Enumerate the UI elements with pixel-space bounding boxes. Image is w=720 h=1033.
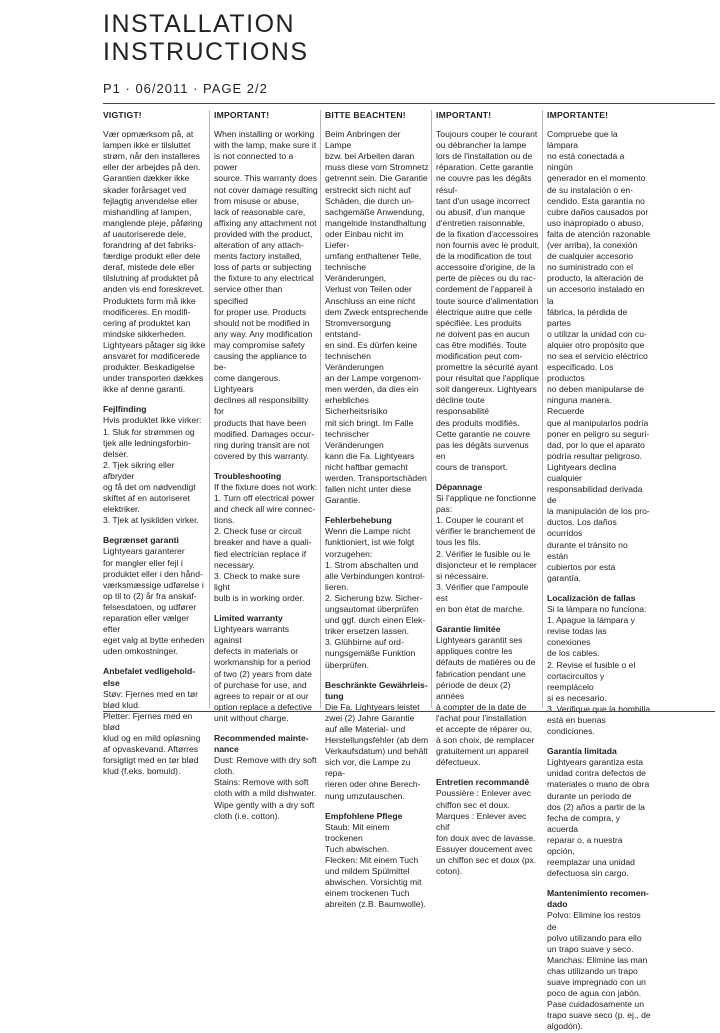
section-text: Hvis produktet ikke virker: 1. Sluk for strømmen og tjek alle ledningsforbin- delser. 2. Tjek sikring eller afbryder og få det om nødvendigt skiftet af en autoriseret elektriker. 3. Tjek at lyskilden virker. [103, 415, 202, 526]
column-intro: Toujours couper le courant ou débrancher la lampe lors de l'installation ou de réparation. Cette garantie ne couvre pas les dégâts résul- tant d'un usage incorrect ou abusif, d'un manque d'entretien raisonnable, de la fixation d'accessoires non fournis avec le produit, de la modification de tout accessoire d'origine, de la perte de pièces ou du rac- cordement de l'appareil à toute source d'alimentation électrique autre que celle spécifiée. Les produits ne doivent pas en aucun cas être modifiés. Toute modification peut com- promettre la sécurité ayant pour résultat que l'applique soit dangereux. Lightyears décline toute responsabilité des produits modifiés. Cette garantie ne couvre pas les dégâts survenus en cours de transport. [436, 129, 540, 472]
column-divider [431, 110, 432, 708]
column-heading: IMPORTANTE! [547, 110, 609, 120]
section-title: Recommended mainte- nance [214, 732, 309, 755]
column-intro: Compruebe que la lámpara no está conectada a ningún generador en el momento de su instalación o en- cendido. Esta garantía no cubre daños causados por uso inapropiado o abuso, falta de atención razonable (ver arriba), la conexión de cualquier accesorio no suministrado con el producto, la alteración de un accesorio instalado en la fábrica, la pérdida de partes o utilizar la unidad con cu- alquier otro propósito que no sea el servicio eléctrico especificado. Los productos no deben manipularse de ninguna manera. Recuerde que al manipularlos podría poner en peligro su seguri- dad, por lo que el aparato podría resultar peligroso. Lightyears declina cualquier responsabilidad derivada de la manipulación de los pro- ductos. Los daños ocurridos durante el tránsito no están cubiertos por esta garantía. [547, 129, 651, 583]
section-title: Entretien recommandé [436, 777, 530, 788]
section-text: Lightyears warrants against defects in materials or workmanship for a period of two (2) years from date of purchase for use, and agrees to repair or at our option replace a defective unit without charge. [214, 624, 312, 723]
section-title: Anbefalet vedligehold- else [103, 666, 196, 688]
column-german [325, 110, 429, 910]
section-title: Localización de fallas [547, 592, 636, 603]
column-intro: Vær opmærksom på, at lampen ikke er tilsluttet strøm, når den installeres eller der arbejdes på den. Garantien dækker ikke skader forårsaget ved fejlagtig anvendelse eller mishandling af lampen, manglende pleje, påføring af uautoriserede dele, forandring af det fabriks- færdige produkt eller dele deraf, mistede dele eller tilslutning af produktet på anden vis end foreskrevet. Produktets form må ikke modificeres. En modifi- cering af produktet kan mindske sikkerheden. Lightyears påtager sig ikke ansvaret for modificerede produkter. Beskadigelse under transporten dækkes ikke af denne garanti. [103, 129, 206, 395]
section-title: Mantenimiento recomen- dado [547, 888, 649, 910]
section-title: Troubleshooting [214, 470, 282, 481]
section-text: Dust: Remove with dry soft cloth. Stains: Remove with soft cloth with a mild dishwater. Wipe gently with a dry soft cloth (i.e. cotton). [214, 755, 317, 821]
top-divider [103, 103, 715, 104]
column-divider [209, 110, 210, 708]
section-title: Empfohlene Pflege [325, 810, 403, 821]
language-columns [103, 110, 715, 1032]
section-title: Garantie limitée [436, 624, 501, 635]
column-danish [103, 110, 207, 777]
section-title: Dépannage [436, 482, 483, 492]
title-line-1: INSTALLATION [103, 10, 296, 38]
column-heading: VIGTIGT! [103, 110, 142, 120]
column-intro: Beim Anbringen der Lampe bzw. bei Arbeiten daran muss diese vom Stromnetz getrennt sein. Die Garantie erstreckt sich nicht auf Schäden, die durch un- sachgemäße Anwendung, mangelnde Instandhaltung oder Einbau nicht im Liefer- umfang enthaltener Teile, technische Veränderungen, Verlust von Teilen oder Anschluss an eine nicht dem Zweck entsprechende Stromversorgung entstand- en sind. Es dürfen keine technischen Veränderungen an der Lampe vorgenom- men werden, da dies ein erhebliches Sicherheitsrisiko mit sich bringt. Im Falle technischer Veränderungen kann die Fa. Lightyears nicht haftbar gemacht werden. Transportschäden fallen nicht unter diese Garantie. [325, 129, 429, 506]
section-title: Beschränkte Gewährleis- tung [325, 679, 428, 701]
section-text: Si l'applique ne fonctionne pas: 1. Couper le courant et vérifier le branchement de tous les fils. 2. Vérifier le fusible ou le disjoncteur et le remplacer si nécessaire. 3. Vérifier que l'ampoule est en bon état de marche. [436, 493, 537, 615]
section-title: Fehlerbehebung [325, 515, 392, 526]
page-subtitle: P1 · 06/2011 · PAGE 2/2 [103, 81, 268, 96]
document-title [103, 10, 309, 66]
section-text: Støv: Fjernes med en tør blød klud. Pletter: Fjernes med en blød klud og en mild opløsning af opvaskevand. Aftørres forsigtigt med en tør blød klud (f.eks. bomuld). [103, 688, 201, 777]
column-spanish [547, 110, 651, 1032]
section-title: Begrænset garanti [103, 535, 179, 546]
column-heading: BITTE BEACHTEN! [325, 110, 406, 120]
section-title: Limited warranty [214, 613, 283, 624]
column-intro: When installing or working with the lamp, make sure it is not connected to a power source. This warranty does not cover damage resulting from misuse or abuse, lack of reasonable care, affixing any attachment not provided with the product, alteration of any attach- ments factory installed, loss of parts or subjecting the fixture to any electrical service other than specified for proper use. Products should not be modified in any way. Any modification may compromise safety causing the appliance to be- come dangerous. Lightyears declines all responsibility for products that have been modified. Damages occur- ring during transit are not covered by this warranty. [214, 129, 318, 461]
column-english [214, 110, 318, 821]
section-text: Wenn die Lampe nicht funktioniert, ist wie folgt vorzugehen: 1. Strom abschalten und alle Verbindungen kontrol- lieren. 2. Sicherung bzw. Sicher- ungsautomat überprüfen und ggf. durch einen Elek- triker ersetzen lassen. 3. Glühbirne auf ord- nungsgemäße Funktion überprüfen. [325, 526, 426, 670]
section-title: Fejlfinding [103, 404, 147, 415]
column-heading: IMPORTANT! [214, 110, 270, 120]
section-text: Staub: Mit einem trockenen Tuch abwischen. Flecken: Mit einem Tuch und mildem Spülmittel abwischen. Vorsichtig mit einem trockenen Tuch abreiten (z.B. Baumwolle). [325, 821, 426, 910]
section-text: Die Fa. Lightyears leistet zwei (2) Jahre Garantie auf alle Material- und Herstellungsfehler (ab dem Verkaufsdatum) und behält sich vor, die Lampe zu repa- rieren oder ohne Berech- nung umzutauschen. [325, 701, 429, 801]
section-text: Polvo: Elimine los restos de polvo utilizando para ello un trapo suave y seco. Manchas: Elimine las man chas utilizando un trapo suave impregnado con un poco de agua con jabón. Pase cuidadosamente un trapo suave seco (p. ej., de algodón). [547, 910, 651, 1032]
section-text: Poussière : Enlever avec chiffon sec et doux. Marques : Enlever avec chif fon doux avec de lavasse. Essuyer doucement avec un chiffon sec et doux (px. coton). [436, 788, 537, 877]
section-text: Lightyears garantiza esta unidad contra defectos de materiales o mano de obra durante un período de dos (2) años a partir de la fecha de compra, y acuerda reparar o, a nuestra opción, reemplazar una unidad defectuosa sin cargo. [547, 757, 650, 879]
section-text: Lightyears garanterer for mangler eller fejl i produktet eller i den hånd- værksmæssige udførelse i op til to (2) år fra anskaf- felsesdatoen, og udfører reparation eller vælger efter eget valg at bytte enheden uden omkostninger. [103, 546, 205, 657]
column-divider [542, 110, 543, 708]
column-french [436, 110, 540, 877]
section-title: Garantía limitada [547, 746, 617, 757]
title-line-2: INSTRUCTIONS [103, 38, 309, 66]
column-heading: IMPORTANT! [436, 110, 492, 120]
column-divider [320, 110, 321, 708]
section-text: Lightyears garantit ses appliques contre les défauts de matières ou de fabrication pendant une période de deux (2) années à compter de la date de l'achat pour l'installation et accepte de réparer ou, à son choix, de remplacer gratuitement un appareil défectueux. [436, 635, 536, 768]
bottom-divider [103, 711, 715, 712]
section-text: If the fixture does not work: 1. Turn off electrical power and check all wire connec- tions. 2. Check fuse or circuit breaker and have a quali- fied electrician replace if necessary. 3. Check to make sure light bulb is in working order. [214, 482, 318, 603]
section-text: Si la lámpara no funciona: 1. Apague la lámpara y revise todas las conexiones de los cables. 2. Revise el fusible o el cortacircuitos y reemplácelo si es necesario. 3. Verifique que la bombilla está en buenas condiciones. [547, 604, 651, 737]
